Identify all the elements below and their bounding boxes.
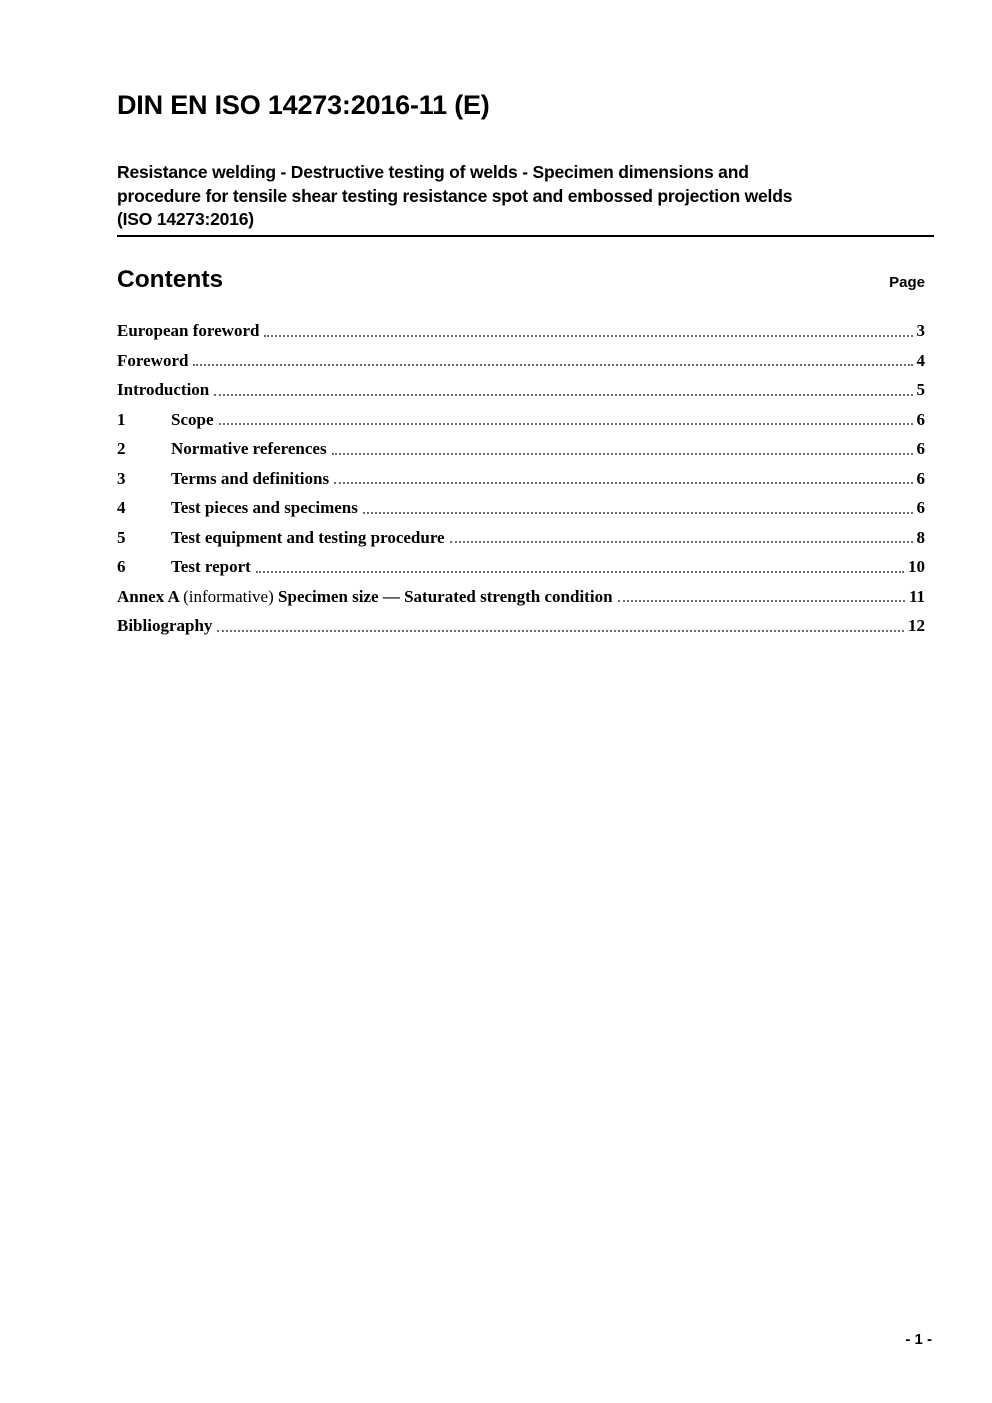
toc-entry-row: [117, 405, 925, 435]
toc-entry-title-part: Specimen size — Saturated strength condition: [273, 586, 613, 606]
toc-entry-title-part: Normative references: [171, 439, 327, 458]
document-title-line-1: Resistance welding - Destructive testing of welds - Specimen dimensions and: [117, 162, 749, 182]
toc-entry-title: [171, 552, 251, 582]
toc-entry-page: 12: [908, 616, 925, 635]
toc-entry-title: [117, 346, 188, 376]
toc-entry-title-part: European foreword: [117, 321, 260, 340]
toc-entry-title-part: Terms and definitions: [171, 468, 330, 488]
toc-entry-row: [117, 611, 925, 641]
toc-entry-page: 10: [908, 557, 925, 576]
toc-entry-page: 6: [916, 439, 925, 458]
toc-entry-row: [117, 316, 925, 346]
toc-entry-row: [117, 523, 925, 553]
toc-entry-title: [171, 493, 358, 523]
toc-entry-title: [117, 611, 212, 641]
toc-dotted-leader: [214, 394, 912, 396]
toc-entry-title-part: Introduction: [117, 380, 210, 399]
toc-entry-row: [117, 346, 925, 376]
toc-dotted-leader: [264, 335, 912, 337]
toc-entry-title-part: Test report: [171, 557, 251, 576]
document-title-line-3: (ISO 14273:2016): [117, 209, 254, 229]
toc-entry-number: 6: [117, 557, 126, 576]
toc-entry-number: 3: [117, 468, 126, 488]
toc-entry-row: [117, 434, 925, 464]
toc-entry-title: [171, 434, 327, 464]
toc-entry-row: [117, 552, 925, 582]
toc-entry-page: 5: [916, 380, 925, 399]
toc-entry-title-part: Bibliography: [117, 616, 213, 635]
document-title-block: [117, 161, 934, 237]
toc-dotted-leader: [219, 423, 913, 425]
toc-entry-title: [117, 375, 209, 405]
toc-list: [117, 316, 925, 641]
toc-dotted-leader: [256, 571, 904, 573]
toc-dotted-leader: [334, 482, 912, 484]
toc-entry-number: 2: [117, 439, 126, 458]
toc-entry-row: [117, 493, 925, 523]
toc-dotted-leader: [363, 512, 913, 514]
toc-entry-title-part: Foreword: [117, 350, 189, 370]
toc-entry-page: 6: [916, 498, 925, 517]
toc-entry-page: 6: [916, 468, 925, 488]
toc-entry-row: [117, 375, 925, 405]
toc-entry-title-part: Annex A: [117, 586, 184, 606]
toc-dotted-leader: [450, 541, 913, 543]
toc-entry-title: [117, 582, 613, 612]
toc-dotted-leader: [618, 600, 905, 602]
document-code-heading: DIN EN ISO 14273:2016-11 (E): [117, 90, 490, 120]
toc-entry-number: 1: [117, 409, 126, 429]
toc-entry-title: [171, 464, 329, 494]
toc-entry-page: 6: [916, 409, 925, 429]
toc-entry-title-part: Scope: [171, 409, 214, 429]
toc-entry-title: [117, 316, 259, 346]
toc-dotted-leader: [217, 630, 904, 632]
toc-entry-title-part: Test pieces and specimens: [171, 498, 358, 517]
toc-entry-page: 3: [916, 321, 925, 340]
toc-dotted-leader: [193, 364, 912, 366]
toc-entry-row: [117, 582, 925, 612]
toc-entry-number: 4: [117, 498, 126, 517]
contents-heading: Contents: [117, 266, 224, 293]
toc-entry-page: 8: [916, 527, 925, 547]
toc-entry-row: [117, 464, 925, 494]
toc-entry-page: 11: [908, 586, 925, 606]
toc-dotted-leader: [332, 453, 913, 455]
toc-entry-title: [171, 405, 214, 435]
page-column-label: Page: [889, 274, 925, 291]
document-title-line-2: procedure for tensile shear testing resistance spot and embossed projection welds: [117, 185, 793, 206]
footer-page-number: - 1 -: [905, 1331, 932, 1348]
toc-entry-title: [171, 523, 445, 553]
toc-entry-title-part: Test equipment and testing procedure: [171, 527, 445, 547]
toc-entry-title-part: (informative): [183, 586, 274, 606]
contents-header: [117, 266, 925, 294]
toc-entry-number: 5: [117, 527, 126, 547]
toc-entry-page: 4: [916, 350, 925, 370]
